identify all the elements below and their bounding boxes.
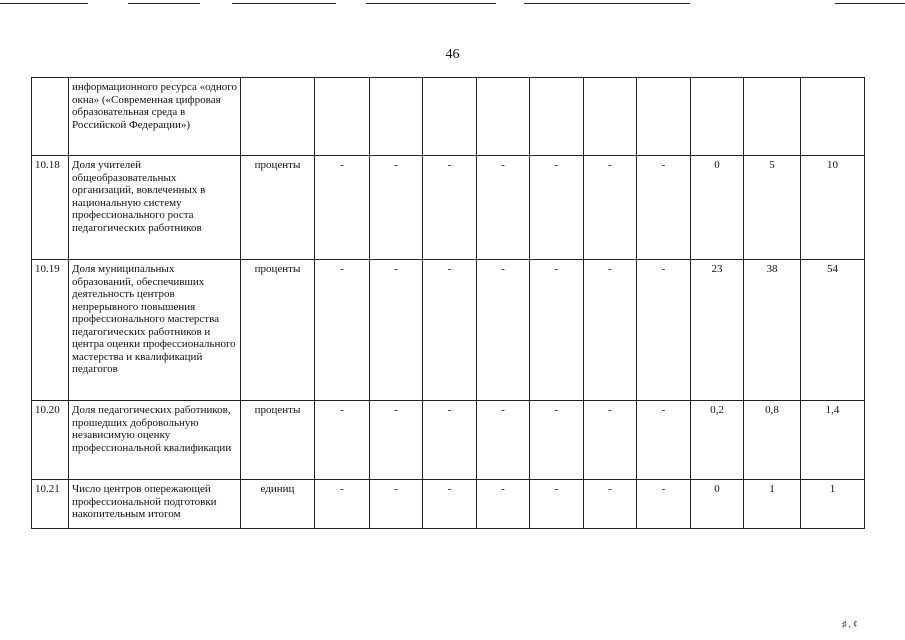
value-cell: 10 — [801, 156, 865, 260]
indicator-name: Доля учителей общеобразовательных организаций, вовлеченных в национальную систему профессионального роста педагогических работников — [69, 156, 241, 260]
value-cell: 0 — [691, 480, 744, 529]
unit-cell: единиц — [241, 480, 315, 529]
value-cell: 1,4 — [801, 401, 865, 480]
value-cell: - — [477, 260, 530, 401]
value-cell: - — [423, 480, 477, 529]
value-cell — [370, 78, 423, 156]
value-cell — [637, 78, 691, 156]
scan-artifact-line — [0, 3, 88, 4]
table-row — [32, 401, 865, 480]
value-cell: - — [315, 156, 370, 260]
value-cell: - — [315, 480, 370, 529]
indicator-table — [31, 77, 865, 529]
page-number: 46 — [445, 47, 460, 62]
value-cell — [477, 78, 530, 156]
value-cell: - — [315, 260, 370, 401]
value-cell — [744, 78, 801, 156]
value-cell: - — [370, 260, 423, 401]
row-number — [32, 78, 69, 156]
value-cell — [423, 78, 477, 156]
value-cell: 0 — [691, 156, 744, 260]
value-cell — [530, 78, 584, 156]
value-cell: 23 — [691, 260, 744, 401]
scan-footer-marks: ♯ , ¢ — [842, 619, 858, 629]
value-cell: 1 — [801, 480, 865, 529]
value-cell: - — [370, 480, 423, 529]
value-cell: - — [530, 401, 584, 480]
unit-cell: проценты — [241, 260, 315, 401]
value-cell: 0,2 — [691, 401, 744, 480]
value-cell: 54 — [801, 260, 865, 401]
value-cell: - — [477, 401, 530, 480]
value-cell: - — [584, 401, 637, 480]
table-row — [32, 156, 865, 260]
value-cell: 1 — [744, 480, 801, 529]
scan-artifact-line — [835, 3, 905, 4]
value-cell: - — [584, 156, 637, 260]
value-cell: - — [423, 260, 477, 401]
table-row — [32, 260, 865, 401]
value-cell: - — [584, 480, 637, 529]
row-number: 10.21 — [32, 480, 69, 529]
unit-cell: проценты — [241, 401, 315, 480]
row-number: 10.20 — [32, 401, 69, 480]
indicator-name: Доля муниципальных образований, обеспечивших деятельность центров непрерывного повышения профессионального мастерства педагогических работников и центра оценки профессионального мастерства и квалификаций педагогов — [69, 260, 241, 401]
value-cell: - — [637, 401, 691, 480]
value-cell: 5 — [744, 156, 801, 260]
value-cell: - — [530, 480, 584, 529]
value-cell: - — [584, 260, 637, 401]
value-cell: - — [477, 480, 530, 529]
indicator-name: информационного ресурса «одного окна» («Современная цифровая образовательная среда в Российской Федерации») — [69, 78, 241, 156]
table-row — [32, 480, 865, 529]
row-number: 10.18 — [32, 156, 69, 260]
table-row — [32, 78, 865, 156]
row-number: 10.19 — [32, 260, 69, 401]
value-cell: - — [637, 260, 691, 401]
value-cell: - — [423, 156, 477, 260]
value-cell: - — [315, 401, 370, 480]
scan-artifact-line — [524, 3, 690, 4]
value-cell: - — [637, 480, 691, 529]
value-cell: - — [370, 401, 423, 480]
unit-cell — [241, 78, 315, 156]
value-cell: - — [530, 156, 584, 260]
scan-artifact-line — [366, 3, 496, 4]
indicator-name: Число центров опережающей профессиональной подготовки накопительным итогом — [69, 480, 241, 529]
scan-artifact-line — [232, 3, 336, 4]
value-cell — [315, 78, 370, 156]
value-cell: - — [477, 156, 530, 260]
scan-artifact-line — [128, 3, 200, 4]
unit-cell: проценты — [241, 156, 315, 260]
value-cell: - — [370, 156, 423, 260]
value-cell — [691, 78, 744, 156]
value-cell: - — [423, 401, 477, 480]
value-cell — [584, 78, 637, 156]
value-cell: 0,8 — [744, 401, 801, 480]
value-cell: - — [530, 260, 584, 401]
value-cell: 38 — [744, 260, 801, 401]
value-cell — [801, 78, 865, 156]
indicator-name: Доля педагогических работников, прошедших добровольную независимую оценку профессиональной квалификации — [69, 401, 241, 480]
value-cell: - — [637, 156, 691, 260]
